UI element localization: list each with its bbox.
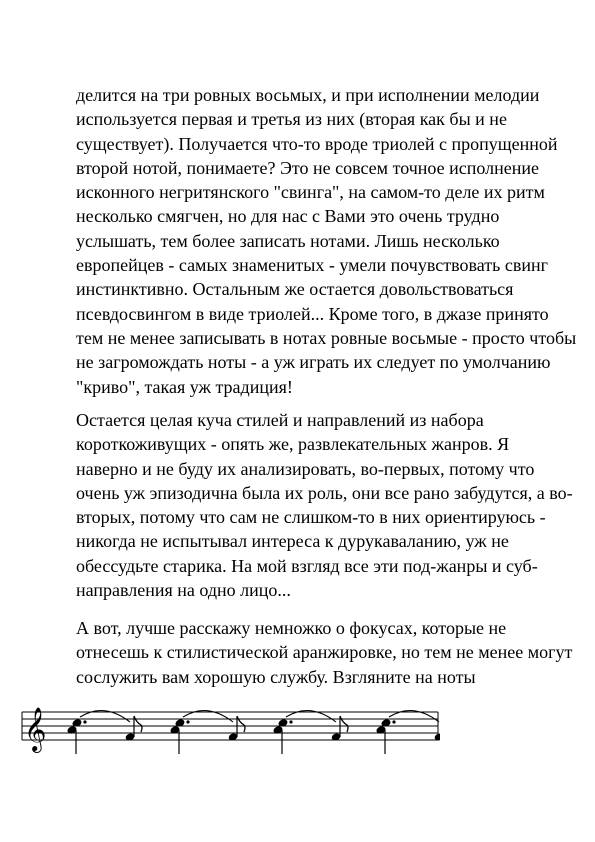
text-line: обессудьте старика. На мой взгляд все эти под-жанры и суб- [76,555,538,576]
text-line: исконного негритянского "свинга", на самом-то деле их ритм [76,182,545,203]
text-line: А вот, лучше расскажу немножко о фокусах, которые не [76,618,507,638]
text-line: сослужить вам хорошую службу. Взгляните на ноты [76,666,476,687]
text-line: очень уж эпизодична была их роль, они все рано забудутся, а во- [76,482,573,503]
text-line: инстинктивно. Остальным же остается довольствоваться [76,279,514,300]
augmentation-dot [186,720,189,723]
text-line: несколько смягчен, но для нас с Вами это очень трудно [76,206,500,227]
text-line: наверно и не буду их анализировать, во-первых, потому что [76,458,535,479]
text-line: делится на три ровных восьмых, и при исполнении мелодии [76,85,540,105]
text-line: вторых, потому что сам не слишком-то в них ориентируюсь - [76,507,546,528]
paragraph-styles [76,408,576,602]
text-line: услышать, тем более записать нотами. Лишь несколько [76,230,500,251]
text-line: направления на одно лицо... [76,580,291,601]
text-line: никогда не испытывал интереса к дурукаваланию, уж не [76,531,509,552]
text-line: существует). Получается что-то вроде триолей с пропущенной [76,133,558,154]
text-line: короткоживущих - опять же, развлекательных жанров. Я [76,434,510,455]
augmentation-dot [289,720,292,723]
text-line: отнесешь к стилистической аранжировке, но тем не менее могут [76,642,573,663]
music-example-staff [20,700,440,770]
note-flag [340,716,348,732]
treble-clef-icon: 𝄞 [24,707,47,751]
text-line: псевдосвингом в виде триолей... Кроме того, в джазе принято [76,303,549,324]
augmentation-dot [392,720,395,723]
paragraph-swing [76,83,576,399]
text-line: тем не менее записывать в нотах ровные восьмые - просто чтобы [76,327,577,348]
text-line: европейцев - самых знаменитых - умели почувствовать свинг [76,255,548,276]
note-flag [237,716,245,732]
note-flag [134,716,142,732]
text-line: используется первая и третья из них (вторая как бы и не [76,109,507,130]
music-figures [67,711,440,754]
augmentation-dot [83,720,86,723]
text-line: "криво", такая уж традиция! [76,376,293,397]
text-line: второй нотой, понимаете? Это не совсем точное исполнение [76,157,539,178]
paragraph-tricks [76,616,576,689]
text-line: Остается целая куча стилей и направлений из набора [76,410,484,430]
text-line: не загромождать ноты - а уж играть их следует по умолчанию [76,352,551,373]
